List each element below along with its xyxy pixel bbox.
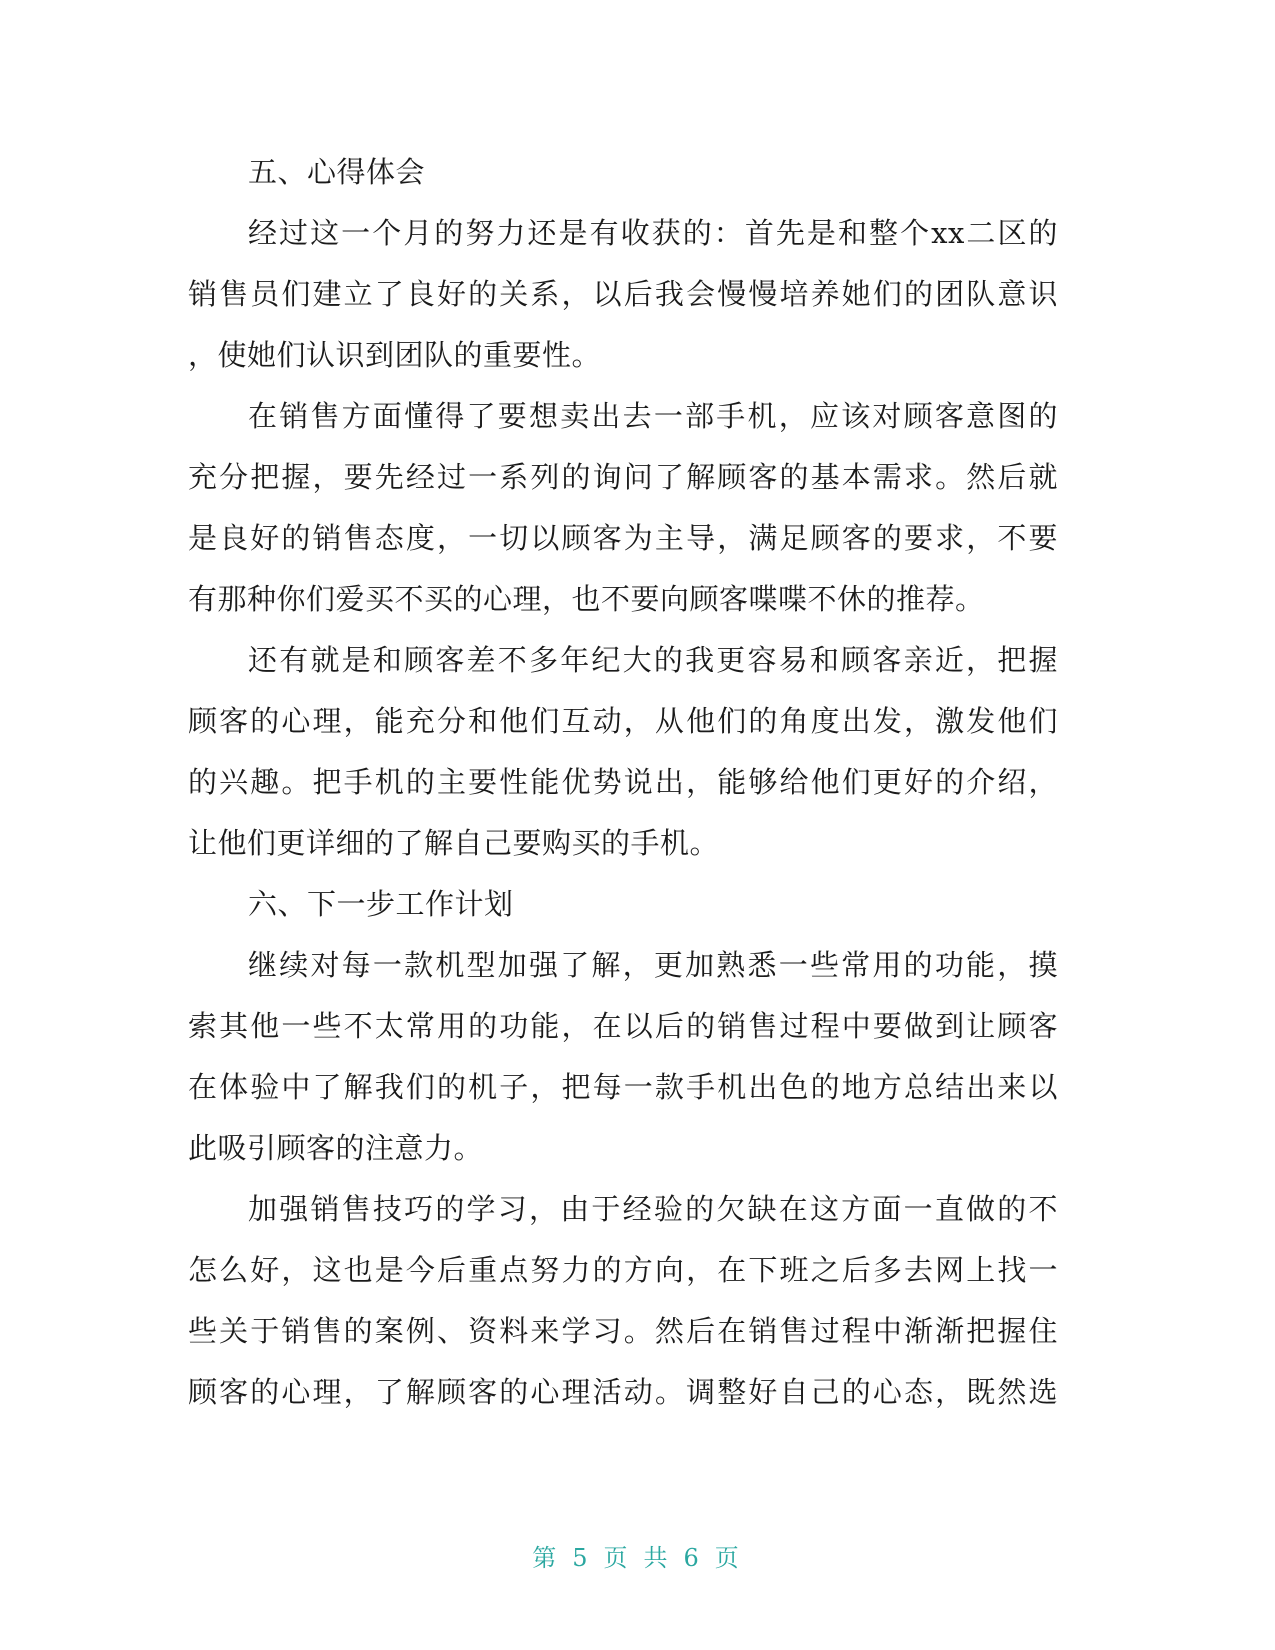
- text-line: 是良好的销售态度，一切以顾客为主导，满足顾客的要求，不要: [188, 521, 1058, 555]
- text-line: 些关于销售的案例、资料来学习。然后在销售过程中渐渐把握住: [188, 1314, 1058, 1348]
- text-line: 顾客的心理，了解顾客的心理活动。调整好自己的心态，既然选: [188, 1375, 1058, 1409]
- text-line: 的兴趣。把手机的主要性能优势说出，能够给他们更好的介绍，: [188, 765, 1058, 799]
- text-line: 六、下一步工作计划: [248, 887, 514, 921]
- footer-current-page: 5: [572, 1544, 592, 1572]
- text-line: 五、心得体会: [248, 155, 426, 189]
- text-line: 此吸引顾客的注意力。: [188, 1131, 484, 1165]
- text-line: 充分把握，要先经过一系列的询问了解顾客的基本需求。然后就: [188, 460, 1058, 494]
- text-line: 经过这一个月的努力还是有收获的：首先是和整个xx二区的: [248, 216, 1058, 250]
- document-body: [188, 142, 1058, 1423]
- text-line: 在销售方面懂得了要想卖出去一部手机，应该对顾客意图的: [248, 399, 1058, 433]
- text-line: ，使她们认识到团队的重要性。: [188, 338, 602, 372]
- footer-total-pages: 6: [683, 1544, 703, 1572]
- text-line: 索其他一些不太常用的功能，在以后的销售过程中要做到让顾客: [188, 1009, 1058, 1043]
- text-line: 有那种你们爱买不买的心理，也不要向顾客喋喋不休的推荐。: [188, 582, 985, 616]
- text-line: 加强销售技巧的学习，由于经验的欠缺在这方面一直做的不: [248, 1192, 1058, 1226]
- footer-page-word: 页: [603, 1544, 632, 1572]
- page-footer: [0, 1538, 1275, 1573]
- text-line: 顾客的心理，能充分和他们互动，从他们的角度出发，激发他们: [188, 704, 1058, 738]
- text-line: 还有就是和顾客差不多年纪大的我更容易和顾客亲近，把握: [248, 643, 1058, 677]
- text-line: 销售员们建立了良好的关系，以后我会慢慢培养她们的团队意识: [188, 277, 1058, 311]
- text-line: 继续对每一款机型加强了解，更加熟悉一些常用的功能，摸: [248, 948, 1058, 982]
- footer-suffix: 页: [714, 1544, 743, 1572]
- text-line: 在体验中了解我们的机子，把每一款手机出色的地方总结出来以: [188, 1070, 1058, 1104]
- footer-prefix: 第: [532, 1544, 561, 1572]
- text-line: 让他们更详细的了解自己要购买的手机。: [188, 826, 720, 860]
- footer-total-word: 共: [643, 1544, 672, 1572]
- text-line: 怎么好，这也是今后重点努力的方向，在下班之后多去网上找一: [188, 1253, 1058, 1287]
